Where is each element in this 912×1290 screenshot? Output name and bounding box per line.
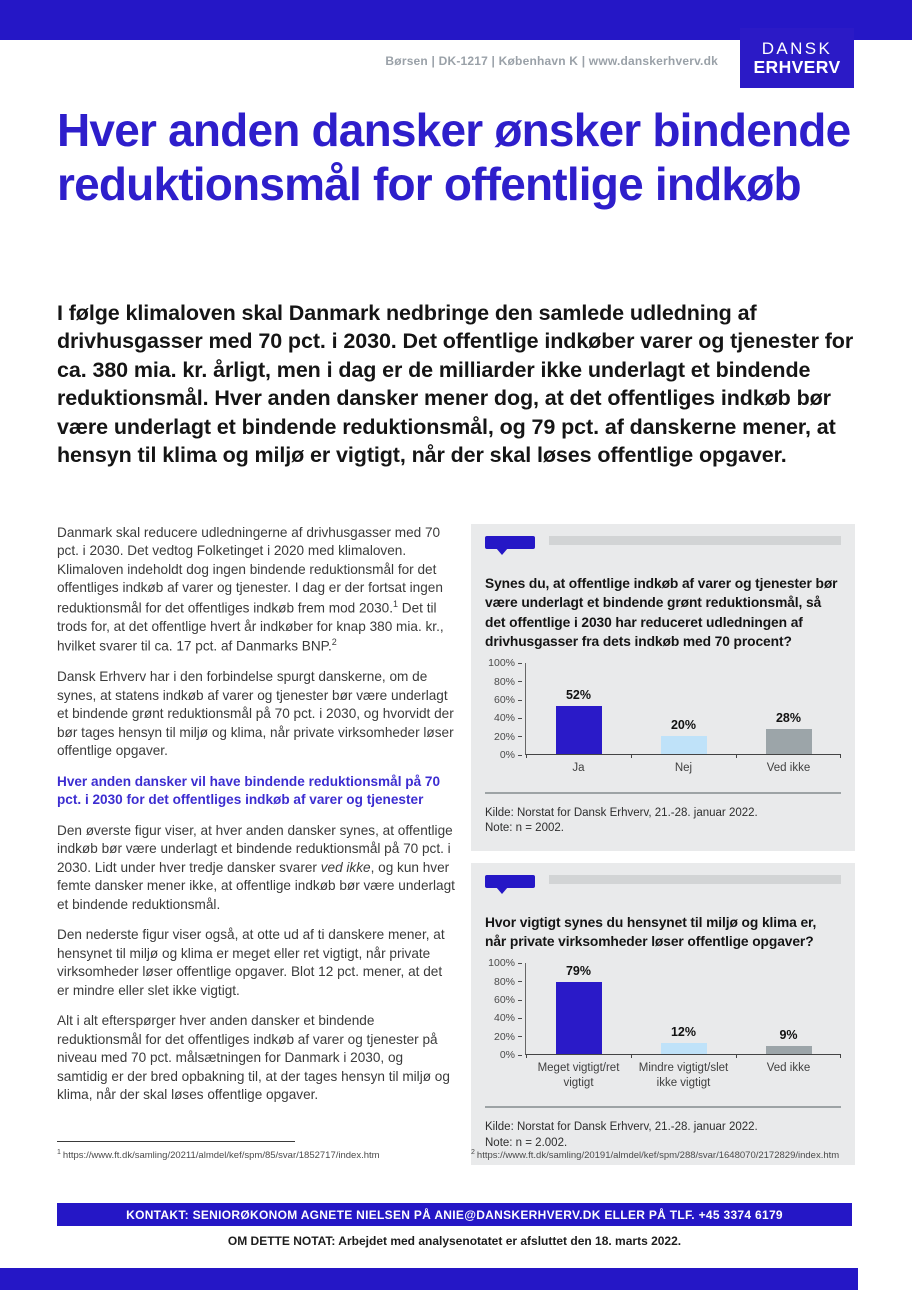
bar xyxy=(661,1043,707,1054)
x-axis-tick xyxy=(736,1054,737,1058)
chart-question-title: Hvor vigtigt synes du hensynet til miljø og klima er, når private virksomheder løser offentlige opgaver? xyxy=(485,914,817,949)
page-title: Hver anden dansker ønsker bindende reduktionsmål for offentlige indkøb xyxy=(57,104,851,210)
bar-value-label: 9% xyxy=(779,1028,798,1043)
source-line: Kilde: Norstat for Dansk Erhverv, 21.-28. januar 2022. xyxy=(485,806,758,819)
bar-group-mindre-vigtigt xyxy=(631,963,736,1054)
footnote-2-marker: 2 xyxy=(471,1149,475,1156)
y-axis-tick-label: 60% xyxy=(494,994,522,1006)
x-axis-tick xyxy=(840,1054,841,1058)
body-paragraph-2: Dansk Erhverv har i den forbindelse spurgt danskerne, om de synes, at statens indkøb af varer og tjenester bør være underlagt et bindende grønt reduktionsmål på 70 pct. i 2030, og hvorvidt der bør tages hensyn til miljø og klima, når private virksomheder løser offentlige opgaver. xyxy=(57,669,454,759)
body-paragraph-5: Alt i alt efterspørger hver anden dansker et bindende reduktionsmål for det offentliges indkøb af varer og tjenester på niveau med 70 pct. målsætningen for Danmark i 2030, og samtidig er der bred opbakning til, at der tages hensyn til miljø og klima, når der skal løses offentlige opgaver. xyxy=(57,1013,450,1103)
x-axis-tick xyxy=(736,754,737,758)
footnote-2-link[interactable]: https://www.ft.dk/samling/20191/almdel/kef/spm/288/svar/1648070/2172829/index.htm xyxy=(476,1150,840,1162)
bar-value-label: 28% xyxy=(775,710,802,725)
y-axis-labels xyxy=(485,657,525,762)
chart-source-note xyxy=(485,806,841,837)
y-axis-tick-label: 40% xyxy=(494,1012,522,1024)
bar-group-ja xyxy=(526,663,631,754)
footnote-ref-1: 1 xyxy=(393,598,399,609)
bar-value-label: 12% xyxy=(670,1025,697,1040)
x-axis-tick xyxy=(526,1054,527,1058)
footnote-1-link[interactable]: https://www.ft.dk/samling/20211/almdel/kef/spm/85/svar/1852717/index.htm xyxy=(62,1150,380,1162)
note-line: Note: n = 2002. xyxy=(485,822,564,835)
x-axis-tick xyxy=(840,754,841,758)
bar-groups xyxy=(526,663,841,754)
x-axis-tick xyxy=(631,1054,632,1058)
bar xyxy=(556,706,602,754)
panel-divider xyxy=(485,1106,841,1108)
footnote-1-block xyxy=(57,1141,457,1161)
bar-group-ved-ikke xyxy=(736,663,841,754)
category-label: Ved ikke xyxy=(766,762,811,775)
section-subheading: Hver anden dansker vil have bindende reduktionsmål på 70 pct. i 2030 for det offentliges indkøb af varer og tjenester xyxy=(57,773,441,808)
bar-group-meget-vigtigt xyxy=(526,963,631,1054)
bar-chart-1 xyxy=(485,657,841,762)
body-paragraph-3-italic: ved ikke xyxy=(320,859,371,875)
about-note-line xyxy=(57,1234,852,1248)
x-axis-category-labels xyxy=(526,761,841,775)
body-paragraph-1 xyxy=(57,524,457,656)
header-strip xyxy=(549,536,841,545)
body-text-column xyxy=(57,524,457,1165)
category-label: Ja xyxy=(572,762,585,775)
charts-column xyxy=(471,524,855,1165)
y-axis-tick-label: 40% xyxy=(494,712,522,724)
about-note-label: OM DETTE NOTAT: xyxy=(227,1234,336,1248)
bar-group-nej xyxy=(631,663,736,754)
chart-panel-private-companies xyxy=(471,863,855,1165)
y-axis-tick-label: 100% xyxy=(488,957,522,969)
category-label: Mindre vigtigt/slet ikke vigtigt xyxy=(638,1062,729,1089)
bar xyxy=(766,1046,812,1054)
y-axis-labels xyxy=(485,957,525,1062)
panel-divider xyxy=(485,792,841,794)
bar-group-ved-ikke xyxy=(736,963,841,1054)
y-axis-tick-label: 80% xyxy=(494,976,522,988)
bar-groups xyxy=(526,963,841,1054)
footnote-1 xyxy=(57,1149,457,1161)
bar-chart-2 xyxy=(485,957,841,1062)
footnote-separator-line xyxy=(57,1141,295,1142)
body-paragraph-1-text: Danmark skal reducere udledningerne af drivhusgasser med 70 pct. i 2030. Det vedtog Folketinget i 2020 med klimaloven. Klimaloven indeholdt dog ingen bindende reduktionsmål for det offentliges indkøb af varer og tjenester. I dag er der fortsat ingen reduktionsmål for det offentliges indkøb frem mod 2030. xyxy=(57,525,443,616)
footnotes-area xyxy=(57,1141,855,1161)
panel-header xyxy=(485,875,841,897)
y-axis-tick-label: 20% xyxy=(494,731,522,743)
bar xyxy=(766,729,812,755)
body-paragraph-1-text-b: Det til trods for, at det offentlige hvert år indkøber for knap 380 mia. kr., hvilket svarer til ca. 17 pct. af Danmarks BNP. xyxy=(57,600,444,654)
footnote-2 xyxy=(471,1149,855,1161)
contact-bar: KONTAKT: SENIORØKONOM AGNETE NIELSEN PÅ ANIE@DANSKERHVERV.DK ELLER PÅ TLF. +45 3374 6179 xyxy=(57,1203,852,1226)
category-label: Meget vigtigt/ret vigtigt xyxy=(537,1062,620,1089)
category-label: Ved ikke xyxy=(766,1062,811,1075)
footnote-ref-2: 2 xyxy=(331,637,337,648)
note-line: Note: n = 2.002. xyxy=(485,1136,568,1149)
y-axis-tick-label: 80% xyxy=(494,676,522,688)
y-axis-tick-label: 0% xyxy=(500,749,522,761)
x-axis-tick xyxy=(631,754,632,758)
body-paragraph-3-text-b: , og kun hver femte dansker mener ikke, at offentlige indkøb bør være underlagt et bindende reduktionsmål. xyxy=(57,859,455,912)
panel-header xyxy=(485,536,841,558)
dansk-erhverv-logo xyxy=(740,28,854,88)
bar xyxy=(661,736,707,754)
intro-paragraph: I følge klimaloven skal Danmark nedbringe den samlede udledning af drivhusgasser med 70 pct. i 2030. Det offentlige indkøber varer og tjenester for ca. 380 mia. kr. årligt, men i dag er de milliarder ikke underlagt et bindende reduktionsmål. Hver anden dansker mener dog, at det offentliges indkøb bør være underlagt et bindende reduktionsmål, og 79 pct. af danskerne mener, at hensyn til klima og miljø er vigtigt, når der skal løses offentlige opgaver. xyxy=(57,301,854,467)
body-paragraph-3-text: Den øverste figur viser, at hver anden dansker synes, at offentlige indkøb bør være underlagt et bindende reduktionsmål på 70 pct. i 2030. Lidt under hver tredje dansker svarer xyxy=(57,822,453,875)
bar-value-label: 52% xyxy=(565,688,592,703)
header-strip xyxy=(549,875,841,884)
x-axis-tick xyxy=(526,754,527,758)
speech-bubble-icon xyxy=(485,875,535,888)
plot-area xyxy=(525,663,841,755)
chart-question-title: Synes du, at offentlige indkøb af varer og tjenester bør være underlagt et bindende grønt reduktionsmål, så det offentlige i 2030 har reduceret udledningen af drivhusgasser fra dets indkøb med 70 procent? xyxy=(485,576,838,649)
y-axis-tick-label: 20% xyxy=(494,1031,522,1043)
two-column-layout xyxy=(57,524,855,1165)
chart-panel-public-procurement xyxy=(471,524,855,851)
footnote-2-block xyxy=(471,1141,855,1161)
bottom-brand-bar xyxy=(0,1268,858,1290)
body-paragraph-4: Den nederste figur viser også, at otte ud af ti danskere mener, at hensynet til miljø og klima er meget eller ret vigtigt, når private virksomheder løser offentlige opgaver. Blot 12 pct. mener, at det er mindre eller slet ikke vigtigt. xyxy=(57,927,445,998)
plot-area xyxy=(525,963,841,1055)
bar xyxy=(556,982,602,1055)
logo-word-erhverv: ERHVERV xyxy=(753,56,841,77)
about-note-text: Arbejdet med analysenotatet er afsluttet den 18. marts 2022. xyxy=(335,1234,682,1248)
logo-word-dansk: DANSK xyxy=(761,39,833,59)
source-line: Kilde: Norstat for Dansk Erhverv, 21.-28. januar 2022. xyxy=(485,1121,758,1134)
bar-value-label: 20% xyxy=(670,717,697,732)
x-axis-category-labels xyxy=(526,1061,841,1090)
y-axis-tick-label: 100% xyxy=(488,657,522,669)
y-axis-tick-label: 0% xyxy=(500,1049,522,1061)
footnote-1-marker: 1 xyxy=(57,1149,61,1156)
y-axis-tick-label: 60% xyxy=(494,694,522,706)
header-address-line: Børsen | DK-1217 | København K | www.danskerhverv.dk xyxy=(385,54,718,68)
category-label: Nej xyxy=(674,762,693,775)
bar-value-label: 79% xyxy=(565,963,592,978)
body-paragraph-3 xyxy=(57,822,457,914)
speech-bubble-icon xyxy=(485,536,535,549)
